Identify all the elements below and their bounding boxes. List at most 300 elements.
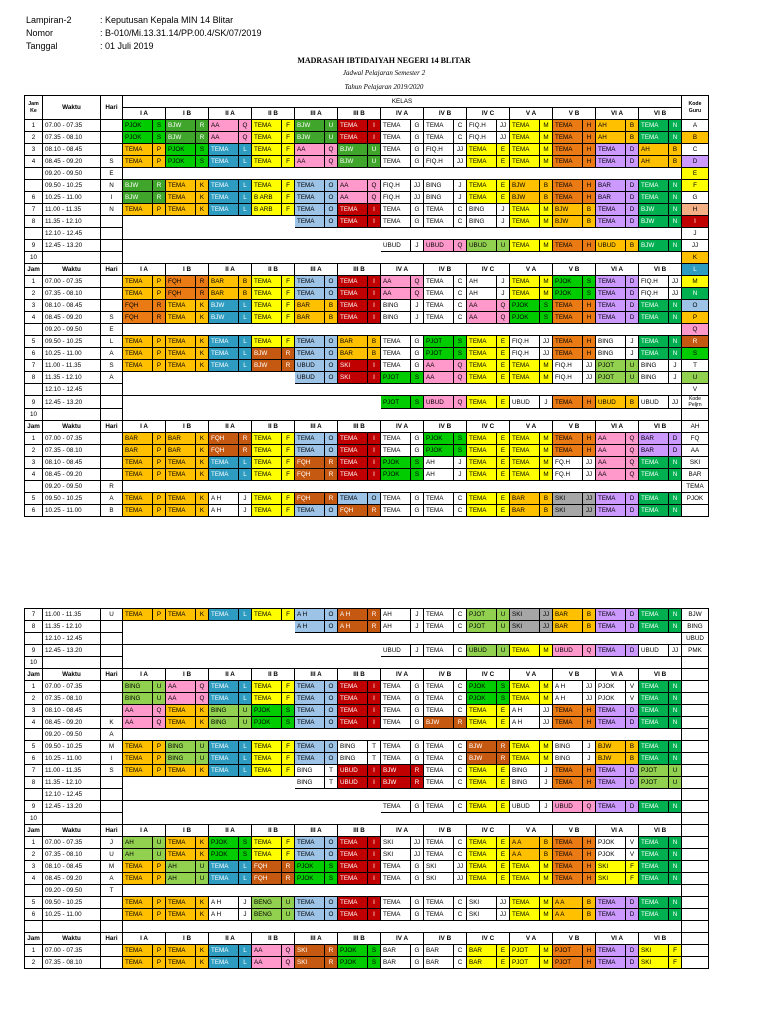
jam-cell: 3: [25, 861, 43, 873]
teacher-code-cell: R: [196, 276, 209, 288]
subject-cell: TEMA: [209, 945, 239, 957]
subject-cell: TEMA: [295, 849, 325, 861]
subject-cell: PJOT: [510, 945, 540, 957]
subject-cell: TEMA: [338, 849, 368, 861]
teacher-code-cell: H: [583, 837, 596, 849]
class-header: I B: [166, 669, 209, 681]
subject-cell: SKI: [381, 837, 411, 849]
subject-cell: TEMA: [639, 609, 669, 621]
teacher-code-cell: H: [583, 445, 596, 457]
teacher-code-cell: I: [368, 717, 381, 729]
teacher-code-cell: L: [239, 204, 252, 216]
subject-cell: SKI: [596, 873, 626, 885]
teacher-code-cell: JJ: [497, 120, 510, 132]
jam-cell: Jam: [25, 669, 43, 681]
teacher-code-cell: U: [669, 777, 682, 789]
empty-cell: [209, 372, 252, 384]
jam-cell: 7: [25, 360, 43, 372]
teacher-code-cell: S: [583, 276, 596, 288]
teacher-code-cell: U: [497, 609, 510, 621]
subject-cell: TEMA: [295, 753, 325, 765]
class-header: V B: [553, 108, 596, 120]
subject-cell: TEMA: [596, 909, 626, 921]
table-row: [25, 801, 709, 813]
subject-cell: TEMA: [209, 348, 239, 360]
teacher-code-cell: G: [411, 873, 424, 885]
kode-legend-cell: A: [682, 120, 709, 132]
kode-legend-cell: FQ: [682, 433, 709, 445]
jam-cell: 7: [25, 204, 43, 216]
teacher-code-cell: P: [153, 144, 166, 156]
subject-cell: TEMA: [424, 621, 454, 633]
subject-cell: TEMA: [338, 909, 368, 921]
subject-cell: FQH: [295, 469, 325, 481]
teacher-code-cell: O: [325, 433, 338, 445]
kode-legend-cell: [682, 693, 709, 705]
subject-cell: BAR: [338, 348, 368, 360]
subject-cell: TEMA: [209, 360, 239, 372]
subject-cell: TEMA: [123, 957, 153, 969]
teacher-code-cell: K: [196, 837, 209, 849]
jam-cell: 2: [25, 132, 43, 144]
waktu-cell: 09.20 - 09.50: [43, 324, 101, 336]
teacher-code-cell: JJ: [497, 897, 510, 909]
teacher-code-cell: U: [325, 132, 338, 144]
teacher-code-cell: S: [368, 945, 381, 957]
break-cell: [123, 252, 682, 264]
teacher-code-cell: K: [196, 717, 209, 729]
subject-cell: PJOT: [596, 372, 626, 384]
teacher-code-cell: B: [583, 621, 596, 633]
subject-cell: TEMA: [381, 705, 411, 717]
subject-cell: TEMA: [424, 300, 454, 312]
teacher-code-cell: C: [454, 705, 467, 717]
waktu-cell: 12.10 - 12.45: [43, 633, 101, 645]
subject-cell: PJOK: [252, 717, 282, 729]
table-row: [25, 372, 709, 384]
subject-cell: A A: [553, 897, 583, 909]
subject-cell: TEMA: [295, 717, 325, 729]
kode-legend-cell: [682, 789, 709, 801]
teacher-code-cell: I: [368, 777, 381, 789]
teacher-code-cell: L: [239, 469, 252, 481]
teacher-code-cell: J: [411, 312, 424, 324]
teacher-code-cell: C: [454, 621, 467, 633]
class-header: IV B: [424, 933, 467, 945]
subject-cell: TEMA: [252, 445, 282, 457]
subject-cell: SKI: [467, 909, 497, 921]
empty-cell: [123, 372, 166, 384]
teacher-code-cell: P: [153, 204, 166, 216]
teacher-code-cell: N: [669, 312, 682, 324]
teacher-code-cell: B: [669, 156, 682, 168]
teacher-code-cell: D: [626, 493, 639, 505]
teacher-code-cell: R: [196, 120, 209, 132]
teacher-code-cell: R: [497, 753, 510, 765]
kode-legend-cell: [682, 873, 709, 885]
teacher-code-cell: E: [497, 765, 510, 777]
subject-cell: PJOK: [424, 445, 454, 457]
teacher-code-cell: G: [411, 505, 424, 517]
teacher-code-cell: U: [153, 837, 166, 849]
subject-cell: PJOK: [338, 957, 368, 969]
class-header: IV B: [424, 108, 467, 120]
waktu-cell: 07.00 - 07.35: [43, 837, 101, 849]
tanggal-line: [26, 40, 154, 53]
teacher-code-cell: E: [497, 469, 510, 481]
teacher-code-cell: G: [411, 741, 424, 753]
subject-cell: TEMA: [639, 132, 669, 144]
teacher-code-cell: K: [196, 849, 209, 861]
teacher-code-cell: M: [540, 909, 553, 921]
kode-legend-cell: PJOK: [682, 493, 709, 505]
teacher-code-cell: O: [325, 180, 338, 192]
subject-cell: TEMA: [252, 156, 282, 168]
kode-legend-cell: [682, 909, 709, 921]
teacher-code-cell: O: [325, 372, 338, 384]
subject-cell: TEMA: [123, 897, 153, 909]
subject-cell: FQH: [123, 300, 153, 312]
jam-cell: [25, 180, 43, 192]
subject-cell: SKI: [338, 372, 368, 384]
subject-cell: BJW: [467, 753, 497, 765]
class-header: II A: [209, 825, 252, 837]
teacher-code-cell: F: [282, 204, 295, 216]
teacher-code-cell: C: [454, 645, 467, 657]
teacher-code-cell: S: [196, 156, 209, 168]
subject-cell: BAR: [295, 312, 325, 324]
subject-cell: TEMA: [123, 873, 153, 885]
subject-cell: TEMA: [252, 849, 282, 861]
subject-cell: BJW: [639, 216, 669, 228]
subject-cell: FIQ.H: [639, 276, 669, 288]
subject-cell: TEMA: [252, 505, 282, 517]
teacher-code-cell: D: [626, 945, 639, 957]
table-row: [25, 228, 709, 240]
jam-cell: Jam: [25, 825, 43, 837]
teacher-code-cell: F: [282, 156, 295, 168]
teacher-code-cell: E: [497, 705, 510, 717]
subject-cell: SKI: [424, 873, 454, 885]
class-header: III B: [338, 264, 381, 276]
teacher-code-cell: F: [626, 861, 639, 873]
subject-cell: FIQ.H: [467, 132, 497, 144]
subject-cell: TEMA: [639, 861, 669, 873]
teacher-code-cell: K: [196, 360, 209, 372]
subject-cell: TEMA: [381, 873, 411, 885]
jam-cell: [25, 481, 43, 493]
hari-cell: T: [101, 885, 123, 897]
teacher-code-cell: Q: [153, 705, 166, 717]
subject-cell: BAR: [596, 180, 626, 192]
teacher-code-cell: N: [669, 240, 682, 252]
teacher-code-cell: Q: [454, 372, 467, 384]
subject-cell: FIQ.H: [381, 192, 411, 204]
teacher-code-cell: U: [368, 144, 381, 156]
teacher-code-cell: JJ: [497, 132, 510, 144]
teacher-code-cell: D: [626, 144, 639, 156]
class-header: V B: [553, 933, 596, 945]
class-header-row: [25, 264, 709, 276]
subject-cell: TEMA: [596, 897, 626, 909]
teacher-code-cell: L: [239, 861, 252, 873]
subject-cell: TEMA: [381, 897, 411, 909]
subject-cell: TEMA: [209, 204, 239, 216]
teacher-code-cell: C: [454, 741, 467, 753]
teacher-code-cell: C: [454, 288, 467, 300]
subject-cell: TEMA: [123, 765, 153, 777]
teacher-code-cell: F: [282, 120, 295, 132]
teacher-code-cell: P: [153, 360, 166, 372]
kode-legend-cell: U: [682, 372, 709, 384]
subject-cell: PJOK: [553, 276, 583, 288]
teacher-code-cell: JJ: [540, 609, 553, 621]
teacher-code-cell: O: [325, 909, 338, 921]
teacher-code-cell: N: [669, 132, 682, 144]
subject-cell: TEMA: [639, 621, 669, 633]
break-cell: [123, 729, 682, 741]
hari-cell: J: [101, 837, 123, 849]
class-header: V A: [510, 108, 553, 120]
subject-cell: TEMA: [338, 457, 368, 469]
teacher-code-cell: O: [325, 204, 338, 216]
jam-cell: 4: [25, 873, 43, 885]
subject-cell: TEMA: [510, 132, 540, 144]
kode-legend-cell: JJ: [682, 240, 709, 252]
subject-cell: PJOT: [424, 336, 454, 348]
teacher-code-cell: Q: [325, 144, 338, 156]
teacher-code-cell: F: [282, 144, 295, 156]
subject-cell: PJOK: [209, 849, 239, 861]
subject-cell: TEMA: [639, 348, 669, 360]
waktu-cell: 10.25 - 11.00: [43, 348, 101, 360]
teacher-code-cell: Q: [153, 717, 166, 729]
table-row: [25, 132, 709, 144]
teacher-code-cell: L: [239, 348, 252, 360]
class-header: I B: [166, 264, 209, 276]
subject-cell: TEMA: [381, 717, 411, 729]
subject-cell: UBUD: [295, 372, 325, 384]
lampiran-line: [26, 14, 233, 27]
subject-cell: TEMA: [338, 469, 368, 481]
waktu-cell: 07.00 - 07.35: [43, 276, 101, 288]
subject-cell: AA: [295, 144, 325, 156]
break-cell: [123, 633, 682, 645]
kode-legend-cell: I: [682, 216, 709, 228]
teacher-code-cell: B: [669, 144, 682, 156]
subject-cell: TEMA: [123, 276, 153, 288]
subject-cell: BAR: [295, 300, 325, 312]
kode-legend-cell: [682, 409, 709, 421]
jam-cell: 2: [25, 849, 43, 861]
teacher-code-cell: M: [540, 216, 553, 228]
kode-legend-cell: N: [682, 288, 709, 300]
subject-cell: BJW: [596, 741, 626, 753]
subject-cell: TEMA: [295, 705, 325, 717]
teacher-code-cell: P: [153, 156, 166, 168]
teacher-code-cell: D: [626, 897, 639, 909]
jam-cell: 2: [25, 288, 43, 300]
class-header: II B: [252, 108, 295, 120]
teacher-code-cell: K: [196, 765, 209, 777]
empty-cell: [295, 801, 338, 813]
teacher-code-cell: R: [153, 312, 166, 324]
subject-cell: TEMA: [166, 505, 196, 517]
subject-cell: TEMA: [510, 288, 540, 300]
teacher-code-cell: L: [239, 457, 252, 469]
teacher-code-cell: S: [239, 849, 252, 861]
teacher-code-cell: H: [583, 300, 596, 312]
subject-cell: BAR: [639, 445, 669, 457]
hari-cell: A: [101, 372, 123, 384]
subject-cell: TEMA: [596, 705, 626, 717]
teacher-code-cell: S: [153, 132, 166, 144]
kode-legend-cell: J: [682, 228, 709, 240]
hari-cell: [101, 945, 123, 957]
subject-cell: UBUD: [639, 396, 669, 409]
teacher-code-cell: F: [282, 681, 295, 693]
nomor-value: : B-010/Mi.13.31.14/PP.00.4/SK/07/2019: [100, 28, 262, 38]
subject-cell: TEMA: [166, 897, 196, 909]
teacher-code-cell: M: [540, 144, 553, 156]
teacher-code-cell: Q: [626, 457, 639, 469]
kode-legend-cell: BJW: [682, 609, 709, 621]
hari-cell: [101, 433, 123, 445]
subject-cell: TEMA: [166, 945, 196, 957]
teacher-code-cell: I: [368, 837, 381, 849]
subject-cell: TEMA: [123, 469, 153, 481]
teacher-code-cell: P: [153, 945, 166, 957]
subject-cell: TEMA: [424, 909, 454, 921]
table-row: [25, 957, 709, 969]
teacher-code-cell: R: [239, 433, 252, 445]
lampiran-value: : Keputusan Kepala MIN 14 Blitar: [100, 15, 234, 25]
teacher-code-cell: Q: [196, 693, 209, 705]
teacher-code-cell: Q: [368, 180, 381, 192]
kode-legend-cell: SKI: [682, 457, 709, 469]
subject-cell: BAR: [123, 433, 153, 445]
teacher-code-cell: G: [411, 144, 424, 156]
empty-cell: [252, 216, 295, 228]
teacher-code-cell: N: [669, 120, 682, 132]
teacher-code-cell: D: [626, 288, 639, 300]
teacher-code-cell: I: [368, 705, 381, 717]
subject-cell: FQH: [338, 505, 368, 517]
empty-cell: [123, 621, 166, 633]
teacher-code-cell: J: [239, 505, 252, 517]
subject-cell: SKI: [510, 621, 540, 633]
hari-cell: A: [101, 493, 123, 505]
teacher-code-cell: E: [497, 505, 510, 517]
subject-cell: TEMA: [381, 204, 411, 216]
subject-cell: TEMA: [596, 493, 626, 505]
teacher-code-cell: F: [282, 741, 295, 753]
teacher-code-cell: P: [153, 765, 166, 777]
teacher-code-cell: G: [411, 348, 424, 360]
teacher-code-cell: B: [583, 609, 596, 621]
waktu-cell: 12.10 - 12.45: [43, 789, 101, 801]
hari-cell: R: [101, 481, 123, 493]
subject-cell: SKI: [596, 861, 626, 873]
subject-cell: TEMA: [123, 156, 153, 168]
teacher-code-cell: R: [196, 288, 209, 300]
subject-cell: TEMA: [123, 505, 153, 517]
teacher-code-cell: JJ: [583, 457, 596, 469]
teacher-code-cell: M: [540, 360, 553, 372]
class-header: I A: [123, 421, 166, 433]
table-row: [25, 252, 709, 264]
subject-cell: TEMA: [639, 192, 669, 204]
table-row: [25, 384, 709, 396]
teacher-code-cell: I: [368, 861, 381, 873]
table-row: [25, 849, 709, 861]
subject-cell: AA: [209, 120, 239, 132]
subject-cell: BJW: [123, 192, 153, 204]
teacher-code-cell: S: [282, 705, 295, 717]
empty-cell: [338, 240, 381, 252]
teacher-code-cell: L: [239, 156, 252, 168]
subject-cell: TEMA: [209, 693, 239, 705]
subject-cell: AA: [295, 156, 325, 168]
teacher-code-cell: J: [669, 360, 682, 372]
subject-cell: BING: [166, 741, 196, 753]
subject-cell: TEMA: [424, 837, 454, 849]
subject-cell: FIQ.H: [381, 180, 411, 192]
subject-cell: TEMA: [467, 360, 497, 372]
teacher-code-cell: E: [497, 348, 510, 360]
waktu-cell: 07.35 - 08.10: [43, 849, 101, 861]
teacher-code-cell: G: [411, 216, 424, 228]
subject-cell: TEMA: [295, 433, 325, 445]
class-header: IV A: [381, 933, 424, 945]
break-cell: [123, 228, 682, 240]
subject-cell: FIQ.H: [553, 372, 583, 384]
waktu-cell: [43, 813, 101, 825]
table-row: [25, 945, 709, 957]
subject-cell: TEMA: [510, 216, 540, 228]
class-header: III A: [295, 933, 338, 945]
teacher-code-cell: K: [196, 192, 209, 204]
subject-cell: TEMA: [510, 360, 540, 372]
teacher-code-cell: H: [583, 192, 596, 204]
subject-cell: TEMA: [209, 336, 239, 348]
empty-cell: [166, 621, 209, 633]
teacher-code-cell: R: [325, 945, 338, 957]
teacher-code-cell: N: [669, 741, 682, 753]
jam-cell: 1: [25, 433, 43, 445]
teacher-code-cell: JJ: [669, 276, 682, 288]
teacher-code-cell: M: [540, 945, 553, 957]
waktu-cell: Waktu: [43, 669, 101, 681]
teacher-code-cell: U: [153, 693, 166, 705]
teacher-code-cell: JJ: [411, 837, 424, 849]
subject-cell: A H: [209, 909, 239, 921]
waktu-cell: Waktu: [43, 933, 101, 945]
jam-cell: 5: [25, 336, 43, 348]
class-header: IV C: [467, 108, 510, 120]
subject-cell: BAR: [209, 288, 239, 300]
subject-cell: BAR: [166, 445, 196, 457]
empty-cell: [123, 777, 166, 789]
waktu-cell: 09.50 - 10.25: [43, 741, 101, 753]
teacher-code-cell: J: [497, 288, 510, 300]
subject-cell: TEMA: [596, 300, 626, 312]
jam-cell: [25, 384, 43, 396]
teacher-code-cell: C: [454, 493, 467, 505]
subject-cell: TEMA: [510, 144, 540, 156]
kode-legend-cell: [682, 505, 709, 517]
subject-cell: AH: [123, 837, 153, 849]
